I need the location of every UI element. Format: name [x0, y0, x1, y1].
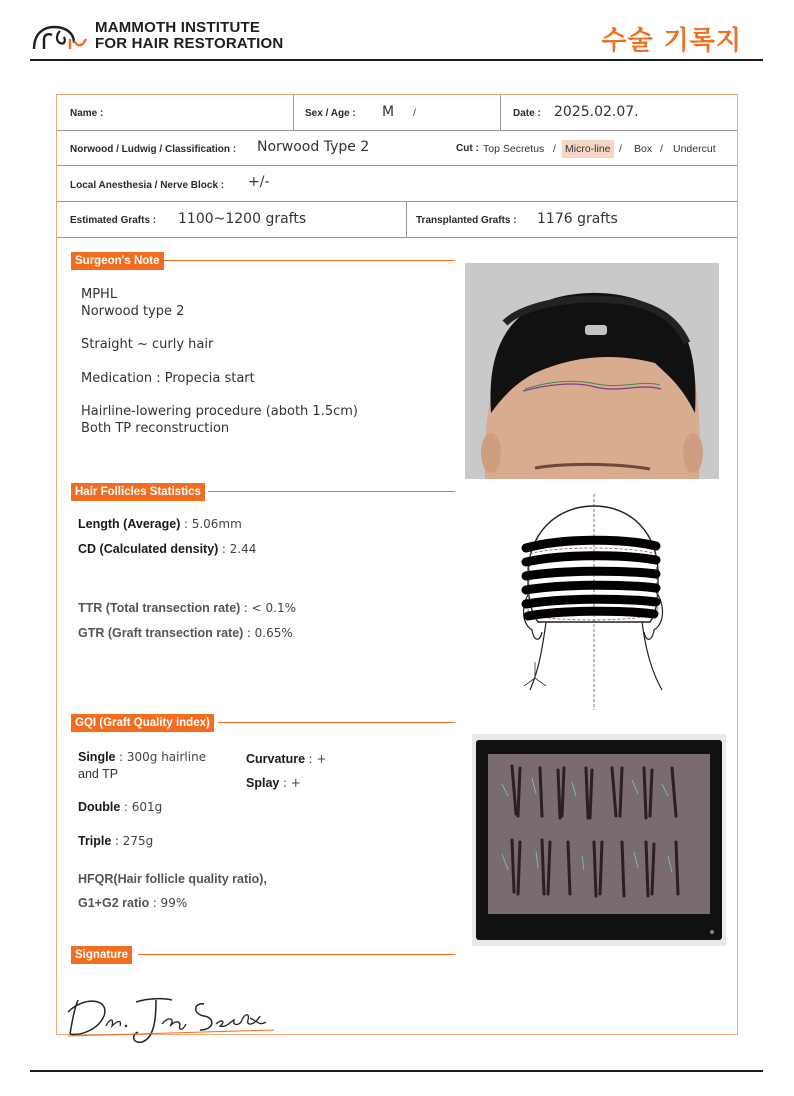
gqi-triple-value: : 275g	[114, 834, 154, 848]
hair-follicles-statistics-header: Hair Follicles Statistics	[71, 483, 205, 501]
gqi-header: GQI (Graft Quality index)	[71, 714, 214, 732]
stat-length-qualifier: (Average)	[123, 517, 181, 531]
cut-option-box: Box	[634, 143, 653, 155]
stat-gtr-value: : 0.65%	[246, 626, 293, 640]
section-underline	[138, 954, 455, 955]
gqi-double-value: : 601g	[123, 800, 163, 814]
cut-separator: /	[553, 143, 556, 155]
estimated-grafts-label: Estimated Grafts :	[70, 215, 157, 226]
note-line-5: Hairline-lowering procedure (aboth 1.5cm)	[81, 404, 358, 419]
header-divider	[30, 59, 763, 61]
gqi-double-label: Double	[78, 800, 121, 814]
gqi-g1g2	[78, 896, 187, 910]
stat-ttr	[78, 601, 296, 615]
date-value: 2025.02.07.	[554, 104, 639, 120]
donor-area-head-diagram	[502, 492, 678, 712]
stat-cd	[78, 542, 256, 556]
estimated-grafts-value: 1100~1200 grafts	[178, 211, 307, 227]
stat-gtr	[78, 626, 293, 640]
gqi-triple	[78, 834, 153, 848]
brand-line-1: MAMMOTH INSTITUTE	[95, 19, 261, 36]
handwritten-signature	[64, 990, 276, 1050]
transplanted-grafts-value: 1176 grafts	[537, 211, 618, 227]
gqi-splay-value: : +	[282, 776, 301, 790]
column-divider	[500, 95, 501, 130]
note-line-1: MPHL	[81, 287, 118, 302]
stat-gtr-qualifier: (Graft transection rate)	[107, 626, 244, 640]
section-underline	[160, 260, 455, 261]
document-title: 수술 기록지	[601, 26, 742, 56]
note-line-4: Medication : Propecia start	[81, 371, 255, 386]
brand-name	[95, 20, 283, 52]
gqi-single-value: : 300g hairline	[119, 750, 207, 764]
gqi-single-label: Single	[78, 750, 116, 764]
gqi-curvature-value: : +	[308, 752, 327, 766]
stat-ttr-qualifier: (Total transection rate)	[105, 601, 241, 615]
stat-ttr-value: : < 0.1%	[243, 601, 297, 615]
sex-age-label: Sex / Age :	[305, 108, 356, 119]
form-row-anesthesia	[57, 166, 737, 202]
anesthesia-label: Local Anesthesia / Nerve Block :	[70, 180, 225, 191]
section-underline	[208, 491, 455, 492]
anesthesia-value: +/-	[248, 174, 270, 190]
stat-gtr-label: GTR	[78, 626, 105, 640]
column-divider	[406, 202, 407, 237]
gqi-hfqr	[78, 872, 267, 886]
graft-microscope-photo	[472, 734, 726, 946]
cut-separator: /	[660, 143, 663, 155]
gqi-curvature	[246, 752, 326, 766]
section-underline	[218, 722, 455, 723]
form-row-classification-cut	[57, 131, 737, 166]
note-line-3: Straight ~ curly hair	[81, 337, 214, 352]
signature-header: Signature	[71, 946, 132, 964]
classification-value: Norwood Type 2	[257, 139, 370, 155]
form-row-name-sex-date	[57, 95, 737, 131]
stat-cd-value: : 2.44	[221, 542, 257, 556]
gqi-triple-label: Triple	[78, 834, 112, 848]
gqi-hfqr-label: HFQR(Hair follicle quality ratio),	[78, 872, 267, 886]
stat-cd-label: CD	[78, 542, 97, 556]
cut-label: Cut :	[456, 143, 479, 154]
footer-divider	[30, 1070, 763, 1072]
gqi-double	[78, 800, 162, 814]
column-divider	[293, 95, 294, 130]
gqi-splay	[246, 776, 301, 790]
stat-length-label: Length	[78, 517, 120, 531]
gqi-single	[78, 750, 206, 764]
surgeons-note-header: Surgeon's Note	[71, 252, 164, 270]
name-label: Name :	[70, 108, 104, 119]
hairline-photo	[465, 263, 719, 479]
note-line-6: Both TP reconstruction	[81, 421, 230, 436]
gqi-g1g2-value: : 99%	[152, 896, 188, 910]
cut-option-micro-line-selected: Micro-line	[562, 140, 614, 158]
gqi-single-line2: and TP	[78, 767, 119, 781]
cut-option-undercut: Undercut	[673, 143, 716, 155]
form-row-grafts	[57, 202, 737, 238]
date-label: Date :	[513, 108, 541, 119]
sex-value: M	[382, 104, 395, 120]
stat-ttr-label: TTR	[78, 601, 103, 615]
cut-option-top-secretus: Top Secretus	[483, 143, 545, 155]
cut-separator: /	[619, 143, 622, 155]
stat-length-value: : 5.06mm	[183, 517, 242, 531]
note-line-2: Norwood type 2	[81, 304, 185, 319]
mammoth-logo-icon	[30, 21, 88, 51]
gqi-splay-label: Splay	[246, 776, 280, 790]
gqi-g1g2-label: G1+G2 ratio	[78, 896, 150, 910]
gqi-curvature-label: Curvature	[246, 752, 306, 766]
brand-line-2: FOR HAIR RESTORATION	[95, 35, 284, 52]
stat-cd-qualifier: (Calculated density)	[99, 542, 219, 556]
stat-length	[78, 517, 242, 531]
transplanted-grafts-label: Transplanted Grafts :	[416, 215, 517, 226]
classification-label: Norwood / Ludwig / Classification :	[70, 144, 237, 155]
sex-age-separator: /	[413, 107, 416, 119]
